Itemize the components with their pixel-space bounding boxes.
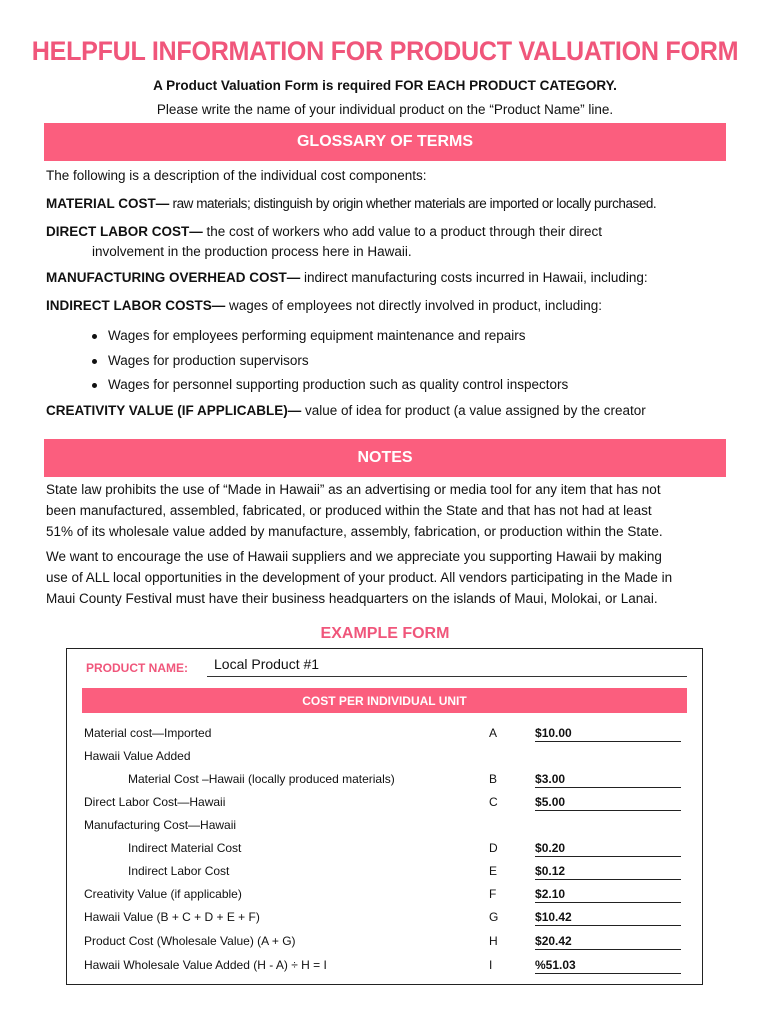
product-name-label: PRODUCT NAME: [86, 661, 188, 675]
row-value [535, 841, 681, 857]
row-label: Material cost—Imported [84, 726, 212, 740]
value-amount: 5.00 [541, 795, 566, 809]
row-value [535, 958, 681, 974]
table-row [84, 726, 684, 744]
value-prefix: $ [535, 841, 542, 855]
row-label: Hawaii Value Added [84, 749, 191, 763]
table-row [84, 910, 684, 928]
row-label: Hawaii Wholesale Value Added (H - A) ÷ H = I [84, 958, 327, 972]
notes-heading: NOTES [357, 449, 413, 466]
value-amount: 0.12 [541, 864, 566, 878]
term-description: the cost of workers who add value to a product through their direct [202, 224, 602, 239]
value-prefix: $ [535, 887, 542, 901]
row-label: Manufacturing Cost—Hawaii [84, 818, 237, 832]
row-code: G [489, 910, 499, 924]
notes-paragraph-2 [46, 546, 726, 609]
row-code: A [489, 726, 498, 740]
row-value [535, 772, 681, 788]
table-row [84, 795, 684, 813]
term-description: value of idea for product (a value assigned by the creator [301, 403, 646, 418]
value-prefix: $ [535, 934, 542, 948]
table-row [84, 887, 684, 905]
value-prefix: $ [535, 726, 542, 740]
term-label: MATERIAL COST— [46, 196, 170, 211]
cost-per-unit-heading: COST PER INDIVIDUAL UNIT [302, 693, 467, 708]
value-amount: 51.03 [545, 958, 576, 972]
value-amount: 2.10 [541, 887, 566, 901]
term-description-continued: involvement in the production process here in Hawaii. [92, 244, 412, 259]
notes-line: State law prohibits the use of “Made in Hawaii” as an advertising or media tool for any item that has not [46, 482, 661, 497]
glossary-intro: The following is a description of the individual cost components: [46, 168, 427, 183]
page-subtitle: A Product Valuation Form is required FOR EACH PRODUCT CATEGORY. [153, 78, 617, 93]
term-label: INDIRECT LABOR COSTS— [46, 298, 226, 313]
table-row [84, 772, 684, 790]
glossary-indirect-labor [46, 296, 736, 316]
row-value [535, 864, 681, 880]
value-prefix: $ [535, 910, 542, 924]
table-row [84, 749, 684, 767]
term-description: wages of employees not directly involved in product, including: [225, 298, 602, 313]
notes-heading-band [44, 439, 726, 477]
term-description: raw materials; distinguish by origin whether materials are imported or locally purchased. [169, 196, 657, 211]
row-code: H [489, 934, 498, 948]
glossary-heading-band [44, 123, 726, 161]
value-amount: 10.00 [541, 726, 572, 740]
value-prefix: $ [535, 795, 542, 809]
row-label: Indirect Material Cost [128, 841, 242, 855]
row-label: Hawaii Value (B + C + D + E + F) [84, 910, 260, 924]
row-label: Indirect Labor Cost [128, 864, 230, 878]
value-amount: 20.42 [541, 934, 572, 948]
row-code: E [489, 864, 498, 878]
value-amount: 3.00 [541, 772, 566, 786]
list-item: Wages for personnel supporting production such as quality control inspectors [92, 373, 732, 398]
table-row [84, 818, 684, 836]
table-row [84, 864, 684, 882]
row-label: Material Cost –Hawaii (locally produced materials) [128, 772, 395, 786]
row-code: C [489, 795, 498, 809]
example-form-heading: EXAMPLE FORM [320, 625, 450, 642]
row-label: Creativity Value (if applicable) [84, 887, 242, 901]
indirect-labor-bullet-list [92, 324, 732, 398]
term-label: MANUFACTURING OVERHEAD COST— [46, 270, 301, 285]
value-prefix: $ [535, 772, 542, 786]
glossary-material-cost [46, 194, 736, 214]
value-amount: 10.42 [541, 910, 572, 924]
term-label: CREATIVITY VALUE (IF APPLICABLE)— [46, 403, 302, 418]
row-code: I [489, 958, 493, 972]
page-title: HELPFUL INFORMATION FOR PRODUCT VALUATION FORM [31, 36, 739, 66]
row-value [535, 795, 681, 811]
row-code: D [489, 841, 498, 855]
notes-line: been manufactured, assembled, fabricated, or produced within the State and that has not had at least [46, 503, 652, 518]
row-value [535, 910, 681, 926]
cost-per-unit-band [82, 688, 687, 713]
row-value [535, 887, 681, 903]
value-prefix: $ [535, 864, 542, 878]
product-name-value: Local Product #1 [214, 656, 320, 672]
notes-line: use of ALL local opportunities in the development of your product. All vendors participating in the Made in [46, 570, 673, 585]
row-code: B [489, 772, 498, 786]
glossary-creativity-value [46, 401, 736, 421]
row-label: Product Cost (Wholesale Value) (A + G) [84, 934, 296, 948]
notes-line: 51% of its wholesale value added by manufacture, assembly, fabrication, or production within the State. [46, 524, 663, 539]
table-row [84, 958, 684, 976]
glossary-heading: GLOSSARY OF TERMS [296, 133, 473, 150]
list-item: Wages for production supervisors [92, 349, 732, 374]
notes-paragraph-1 [46, 479, 726, 542]
table-row [84, 841, 684, 859]
row-value [535, 726, 681, 742]
table-row [84, 934, 684, 952]
notes-line: We want to encourage the use of Hawaii suppliers and we appreciate you supporting Hawaii by making [46, 549, 662, 564]
product-name-line [207, 676, 687, 677]
row-code: F [489, 887, 497, 901]
term-description: indirect manufacturing costs incurred in Hawaii, including: [300, 270, 648, 285]
notes-line: Maui County Festival must have their business headquarters on the islands of Maui, Molokai, or Lanai. [46, 591, 658, 606]
value-prefix: % [535, 958, 546, 972]
glossary-direct-labor-cost [46, 222, 736, 262]
term-label: DIRECT LABOR COST— [46, 224, 203, 239]
row-label: Direct Labor Cost—Hawaii [84, 795, 226, 809]
list-item: Wages for employees performing equipment maintenance and repairs [92, 324, 732, 349]
row-value [535, 934, 681, 950]
page-instruction: Please write the name of your individual product on the “Product Name” line. [156, 102, 614, 117]
value-amount: 0.20 [541, 841, 566, 855]
glossary-manufacturing-overhead [46, 268, 736, 288]
